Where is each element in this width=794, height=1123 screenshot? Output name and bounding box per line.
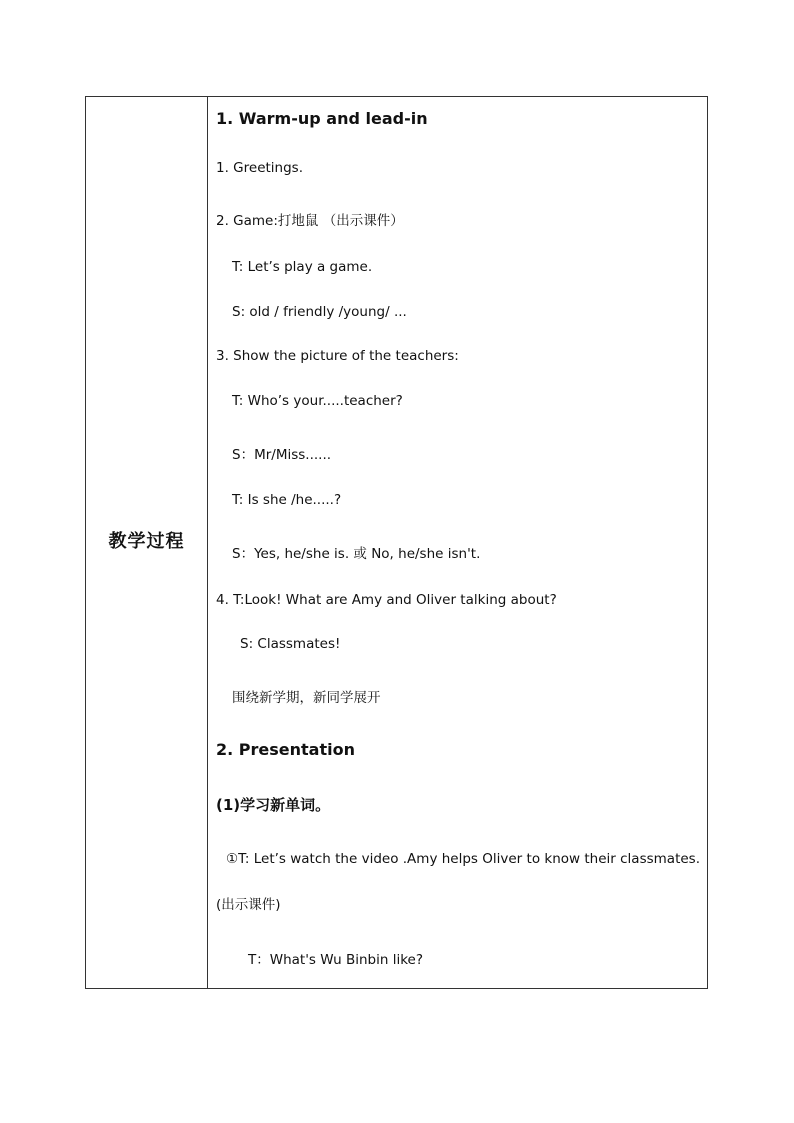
warmup-heading: 1. Warm-up and lead-in [216, 109, 428, 128]
student-line-2: S：Mr/Miss...... [232, 447, 332, 463]
teacher-line-3: T: Is she /he.....? [232, 492, 342, 508]
teacher-line-1: T: Let’s play a game. [232, 259, 373, 275]
greetings-line: 1. Greetings. [216, 160, 303, 176]
teacher-line-2: T: Who’s your.....teacher? [232, 393, 403, 409]
teacher-question-line: T：What's Wu Binbin like? [248, 952, 424, 968]
courseware-line: (出示课件) [216, 897, 281, 913]
section-label: 教学过程 [108, 531, 185, 552]
content-cell [208, 97, 707, 988]
presentation-heading: 2. Presentation [216, 740, 355, 759]
video-line: ①T: Let’s watch the video .Amy helps Oliver to know their classmates. [226, 851, 700, 867]
game-line: 2. Game:打地鼠 （出示课件） [216, 213, 404, 229]
lesson-table [85, 96, 708, 989]
theme-line: 围绕新学期，新同学展开 [232, 690, 381, 706]
student-line-1: S: old / friendly /young/ ... [232, 304, 407, 320]
look-line: 4. T:Look! What are Amy and Oliver talking about? [216, 592, 557, 608]
student-line-3: S：Yes, he/she is. 或 No, he/she isn't. [232, 546, 481, 562]
new-words-subheading: (1)学习新单词。 [216, 796, 331, 814]
section-label-cell [86, 97, 208, 988]
classmates-line: S: Classmates! [240, 636, 341, 652]
show-picture-line: 3. Show the picture of the teachers: [216, 348, 459, 364]
